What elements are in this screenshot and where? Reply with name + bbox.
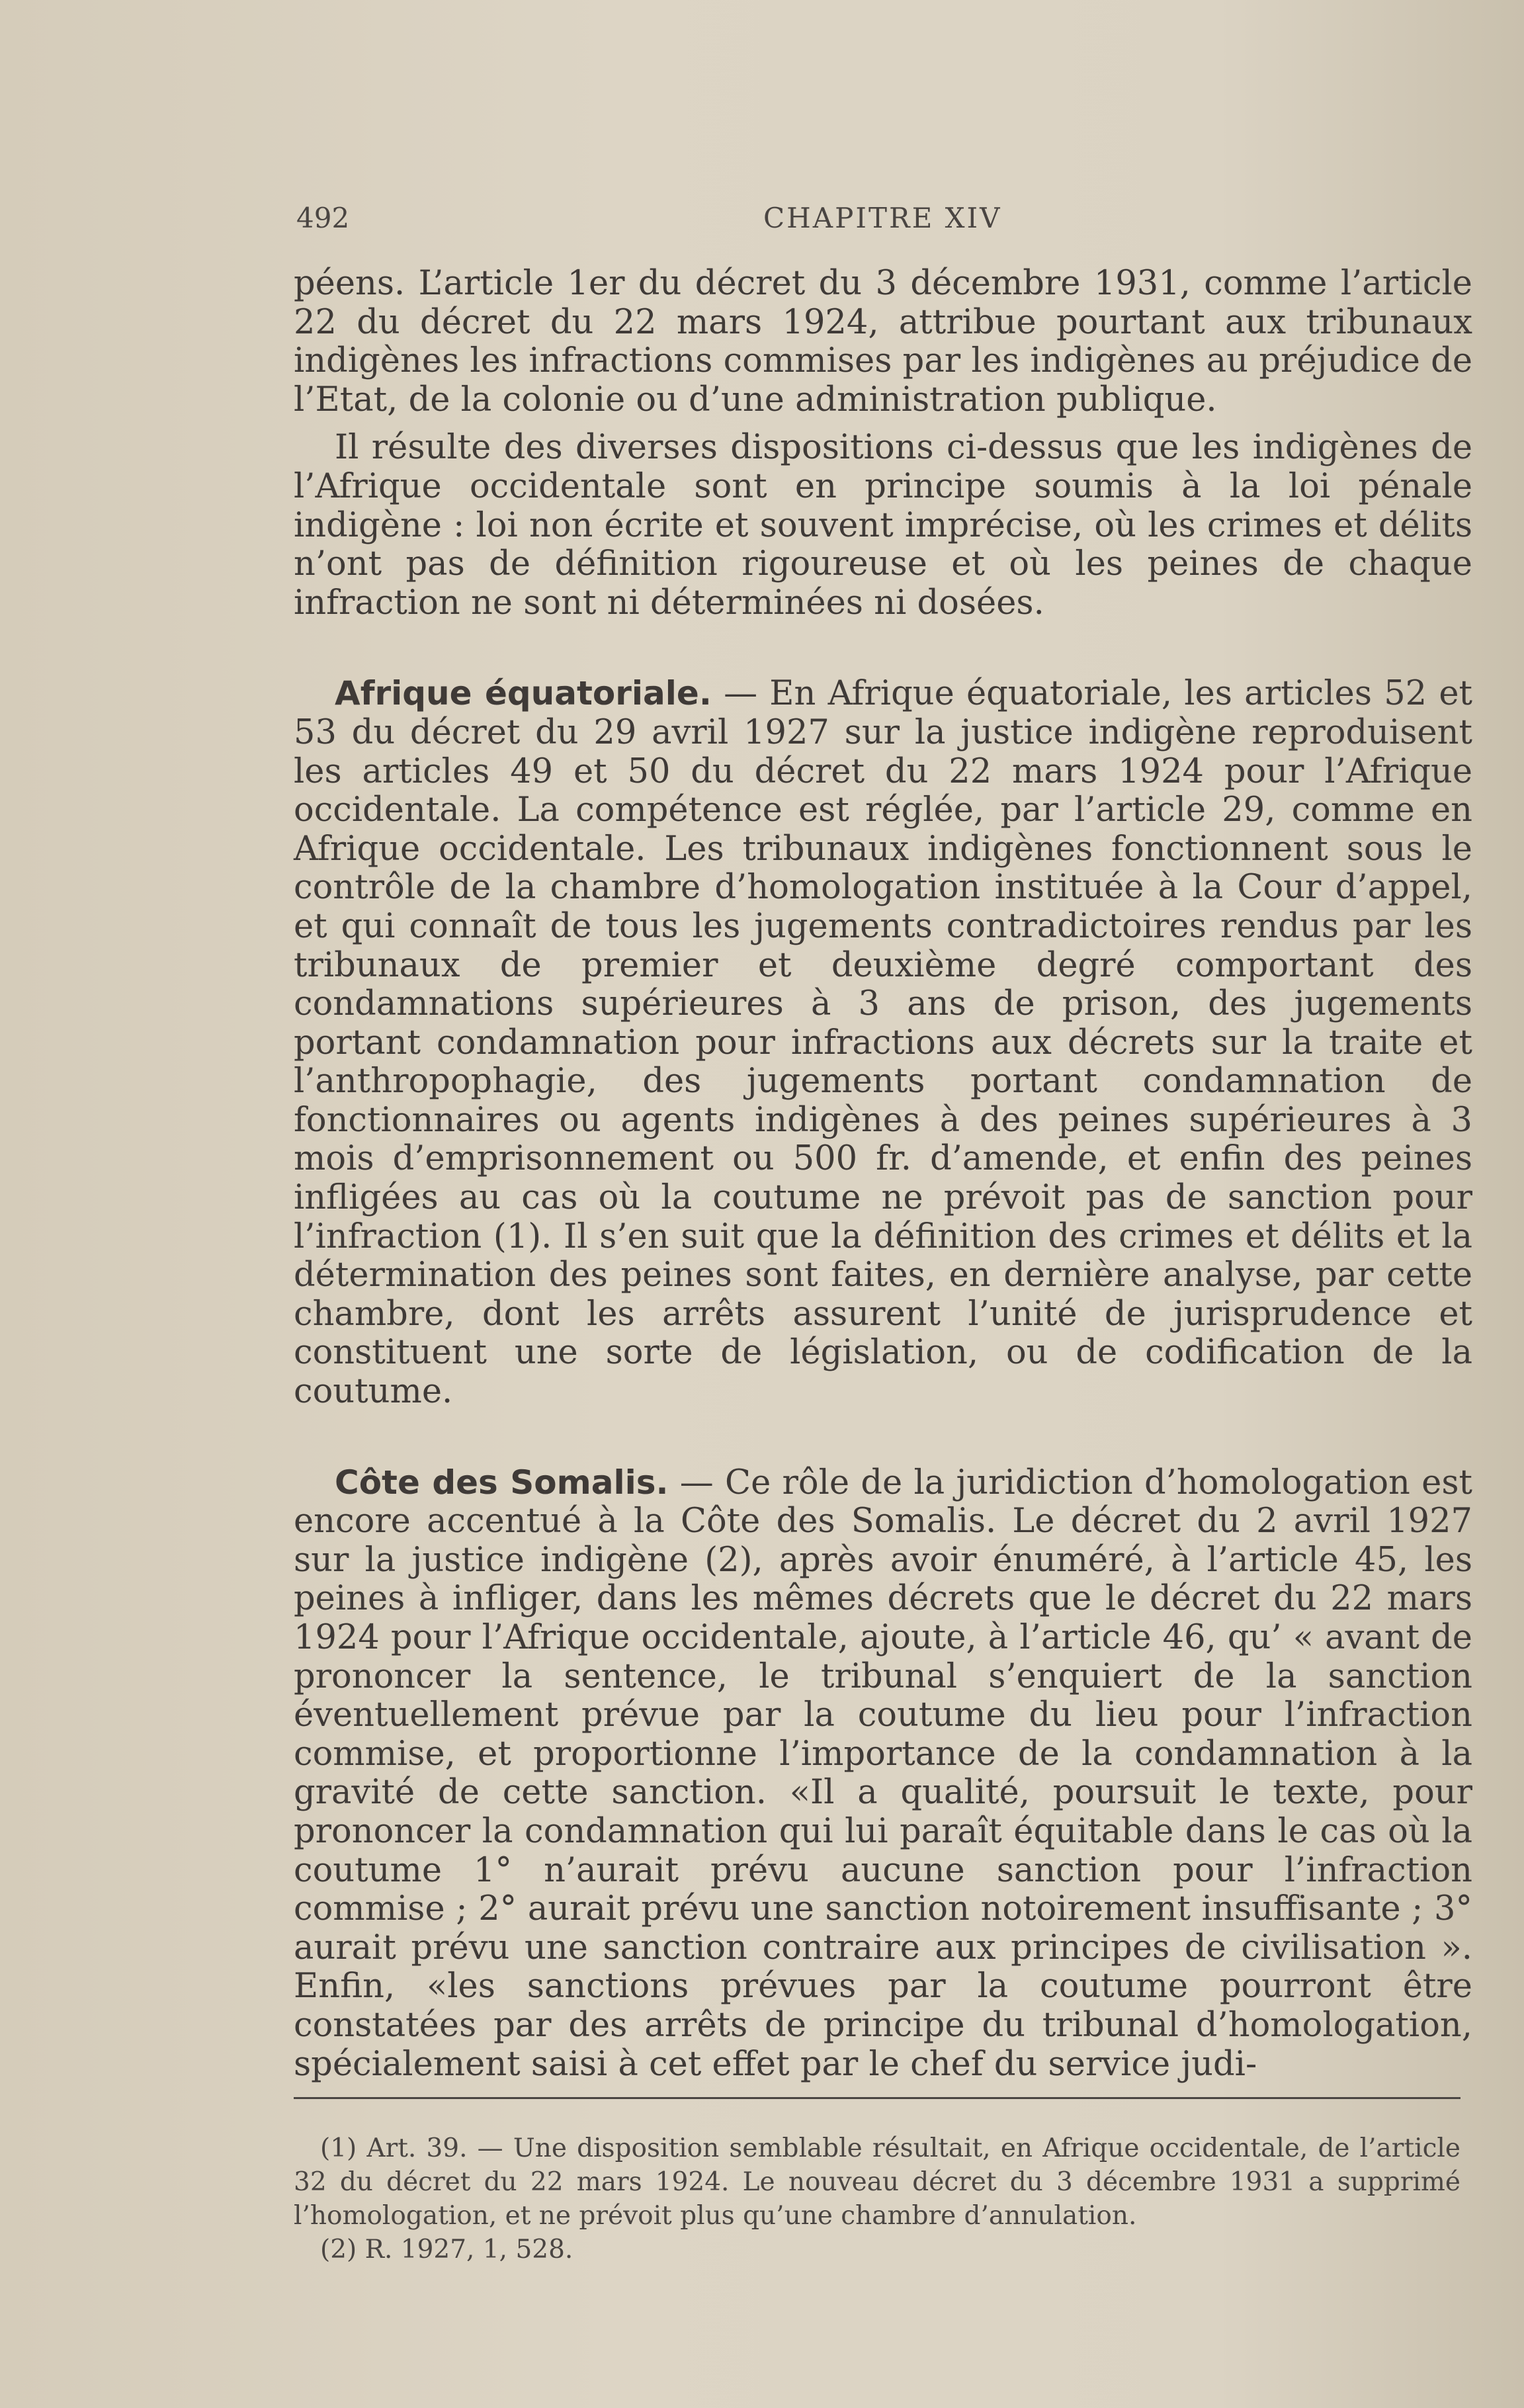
footnote-1: (1) Art. 39. — Une disposition semblable résultait, en Afrique occidentale, de l’article 32 du décret du 22 mars 1924. Le nouveau décret du 3 décembre 1931 a supprimé l’homologation, et ne prévoit plus qu’une chambre d’annulation.: [294, 2133, 1460, 2231]
footnote-2: (2) R. 1927, 1, 528.: [320, 2235, 573, 2264]
page-number: 492: [296, 202, 350, 234]
paragraph-cote-des-somalis-text: — Ce rôle de la juridiction d’homologation est encore accentué à la Côte des Somalis. Le décret du 2 avril 1927 sur la justice indigène (2), après avoir énuméré, à l’article 45, les peines à infliger, dans les mêmes décrets que le décret du 22 mars 1924 pour l’Afrique occidentale, ajoute, à l’article 46, qu’ « avant de prononcer la sentence, le tribunal s’enquiert de la sanction éventuellement prévue par la coutume du lieu pour l’infraction commise, et proportionne l’importance de la condamnation à la gravité de cette sanction. «Il a qualité, poursuit le texte, pour prononcer la condamnation qui lui paraît équitable dans le cas où la coutume 1° n’aurait prévu aucune sanction pour l’infraction commise ; 2° aurait prévu une sanction notoirement insuffisante ; 3° aurait prévu une sanction contraire aux principes de civilisation ». Enfin, «les sanctions prévues par la coutume pourront être constatées par des arrêts de principe du tribunal d’homologation, spécialement saisi à cet effet par le chef du service judi-: [294, 1463, 1472, 2084]
section-heading-cote-des-somalis: Côte des Somalis.: [335, 1463, 669, 1502]
paragraph-summary: Il résulte des diverses dispositions ci-dessus que les indigènes de l’Afrique occidentale sont en principe soumis à la loi pénale indigène : loi non écrite et souvent imprécise, où les crimes et délits n’ont pas de définition rigoureuse et où les peines de chaque infraction ne sont ni déterminées ni dosées.: [294, 428, 1472, 623]
section-heading-afrique-equatoriale: Afrique équatoriale.: [335, 674, 712, 713]
chapter-title: CHAPITRE XIV: [763, 202, 1002, 234]
footnotes: [294, 2131, 1460, 2266]
paragraph-cote-des-somalis: [294, 1463, 1472, 2085]
body-text: [294, 265, 1472, 2084]
running-header: [296, 198, 1474, 238]
paragraph-afrique-equatoriale-text: — En Afrique équatoriale, les articles 52 et 53 du décret du 29 avril 1927 sur la justice indigène reproduisent les articles 49 et 50 du décret du 22 mars 1924 pour l’Afrique occidentale. La compétence est réglée, par l’article 29, comme en Afrique occidentale. Les tribunaux indigènes fonctionnent sous le contrôle de la chambre d’homologation instituée à la Cour d’appel, et qui connaît de tous les jugements contradictoires rendus par les tribunaux de premier et deuxième degré comportant des condamnations supérieures à 3 ans de prison, des jugements portant condamnation pour infractions aux décrets sur la traite et l’anthropophagie, des jugements portant condamnation de fonctionnaires ou agents indigènes à des peines supérieures à 3 mois d’emprisonnement ou 500 fr. d’amende, et enfin des peines infligées au cas où la coutume ne prévoit pas de sanction pour l’infraction (1). Il s’en suit que la définition des crimes et délits et la détermination des peines sont faites, en dernière analyse, par cette chambre, dont les arrêts assurent l’unité de jurisprudence et constituent une sorte de législation, ou de codification de la coutume.: [294, 674, 1473, 1412]
footnote-rule: [294, 2097, 1460, 2099]
paragraph-continued: péens. L’article 1er du décret du 3 décembre 1931, comme l’article 22 du décret du 22 mars 1924, attribue pourtant aux tribunaux indigènes les infractions commises par les indigènes au préjudice de l’Etat, de la colonie ou d’une administration publique.: [294, 264, 1472, 419]
paragraph-afrique-equatoriale: [294, 674, 1472, 1411]
